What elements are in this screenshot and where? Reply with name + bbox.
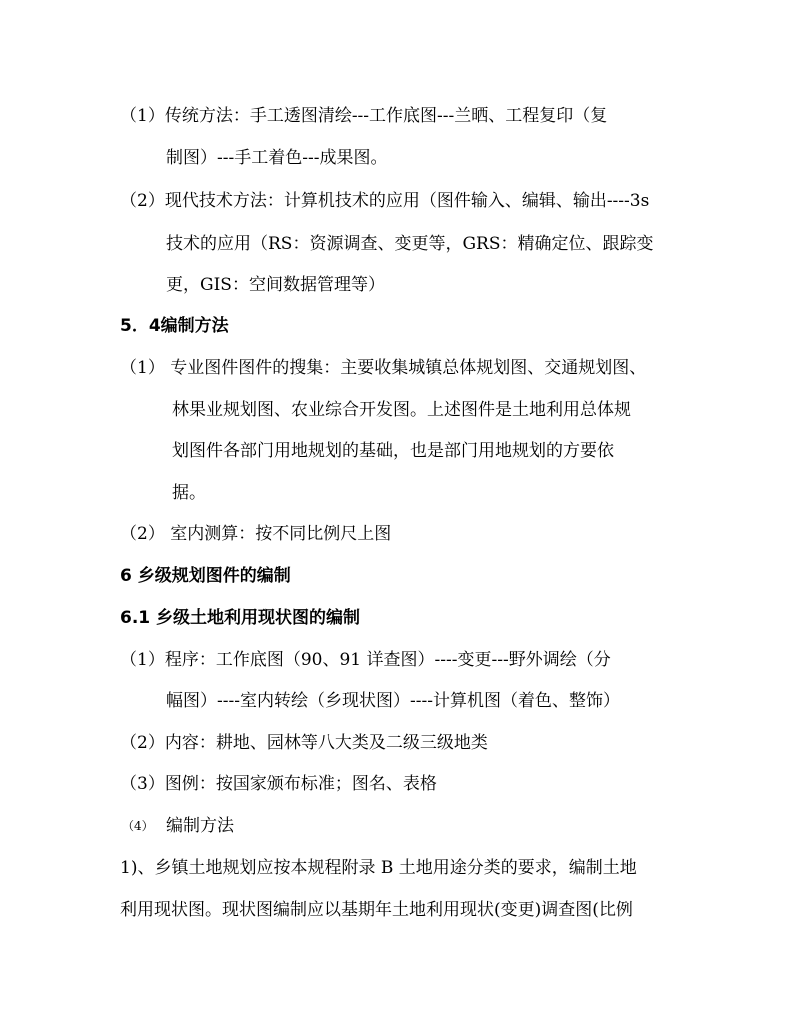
- text-line-content: （2）内容：耕地、园林等八大类及二级三级地类: [120, 733, 488, 753]
- text-line-method-traditional: （1）传统方法：手工透图清绘---工作底图---兰晒、工程复印（复: [120, 106, 608, 126]
- text-line-method-modern-cont1: 技术的应用（RS：资源调查、变更等，GRS：精确定位、跟踪变: [166, 234, 654, 254]
- text-line-rule-1: 1)、乡镇土地规划应按本规程附录 B 土地用途分类的要求，编制土地: [120, 858, 637, 878]
- text-line-collection: （1） 专业图件图件的搜集：主要收集城镇总体规划图、交通规划图、: [120, 358, 647, 378]
- text-line-procedure: （1）程序：工作底图（90、91 详查图）----变更---野外调绘（分: [120, 650, 611, 670]
- section-heading-5-4: 5．4编制方法: [120, 316, 229, 336]
- text-line-legend: （3）图例：按国家颁布标准；图名、表格: [120, 774, 437, 794]
- text-line-method-traditional-cont: 制图）---手工着色---成果图。: [166, 148, 388, 168]
- text-line-collection-cont1: 林果业规划图、农业综合开发图。上述图件是土地利用总体规: [172, 400, 631, 420]
- section-heading-6: 6 乡级规划图件的编制: [120, 566, 291, 586]
- text-line-collection-cont3: 据。: [172, 483, 206, 503]
- text-line-compile-method: 编制方法: [166, 816, 234, 836]
- section-heading-6-1: 6.1 乡级土地利用现状图的编制: [120, 608, 361, 628]
- list-number-4: （4）: [122, 819, 154, 833]
- text-line-procedure-cont: 幅图）----室内转绘（乡现状图）----计算机图（着色、整饰）: [166, 691, 620, 711]
- text-line-method-modern: （2）现代技术方法：计算机技术的应用（图件输入、编辑、输出----3s: [120, 191, 650, 211]
- text-line-collection-cont2: 划图件各部门用地规划的基础，也是部门用地规划的方要依: [172, 441, 614, 461]
- text-line-indoor-measure: （2） 室内测算：按不同比例尺上图: [120, 524, 392, 544]
- text-line-method-modern-cont2: 更，GIS：空间数据管理等）: [166, 275, 385, 295]
- text-line-rule-1-cont: 利用现状图。现状图编制应以基期年土地利用现状(变更)调查图(比例: [120, 900, 633, 920]
